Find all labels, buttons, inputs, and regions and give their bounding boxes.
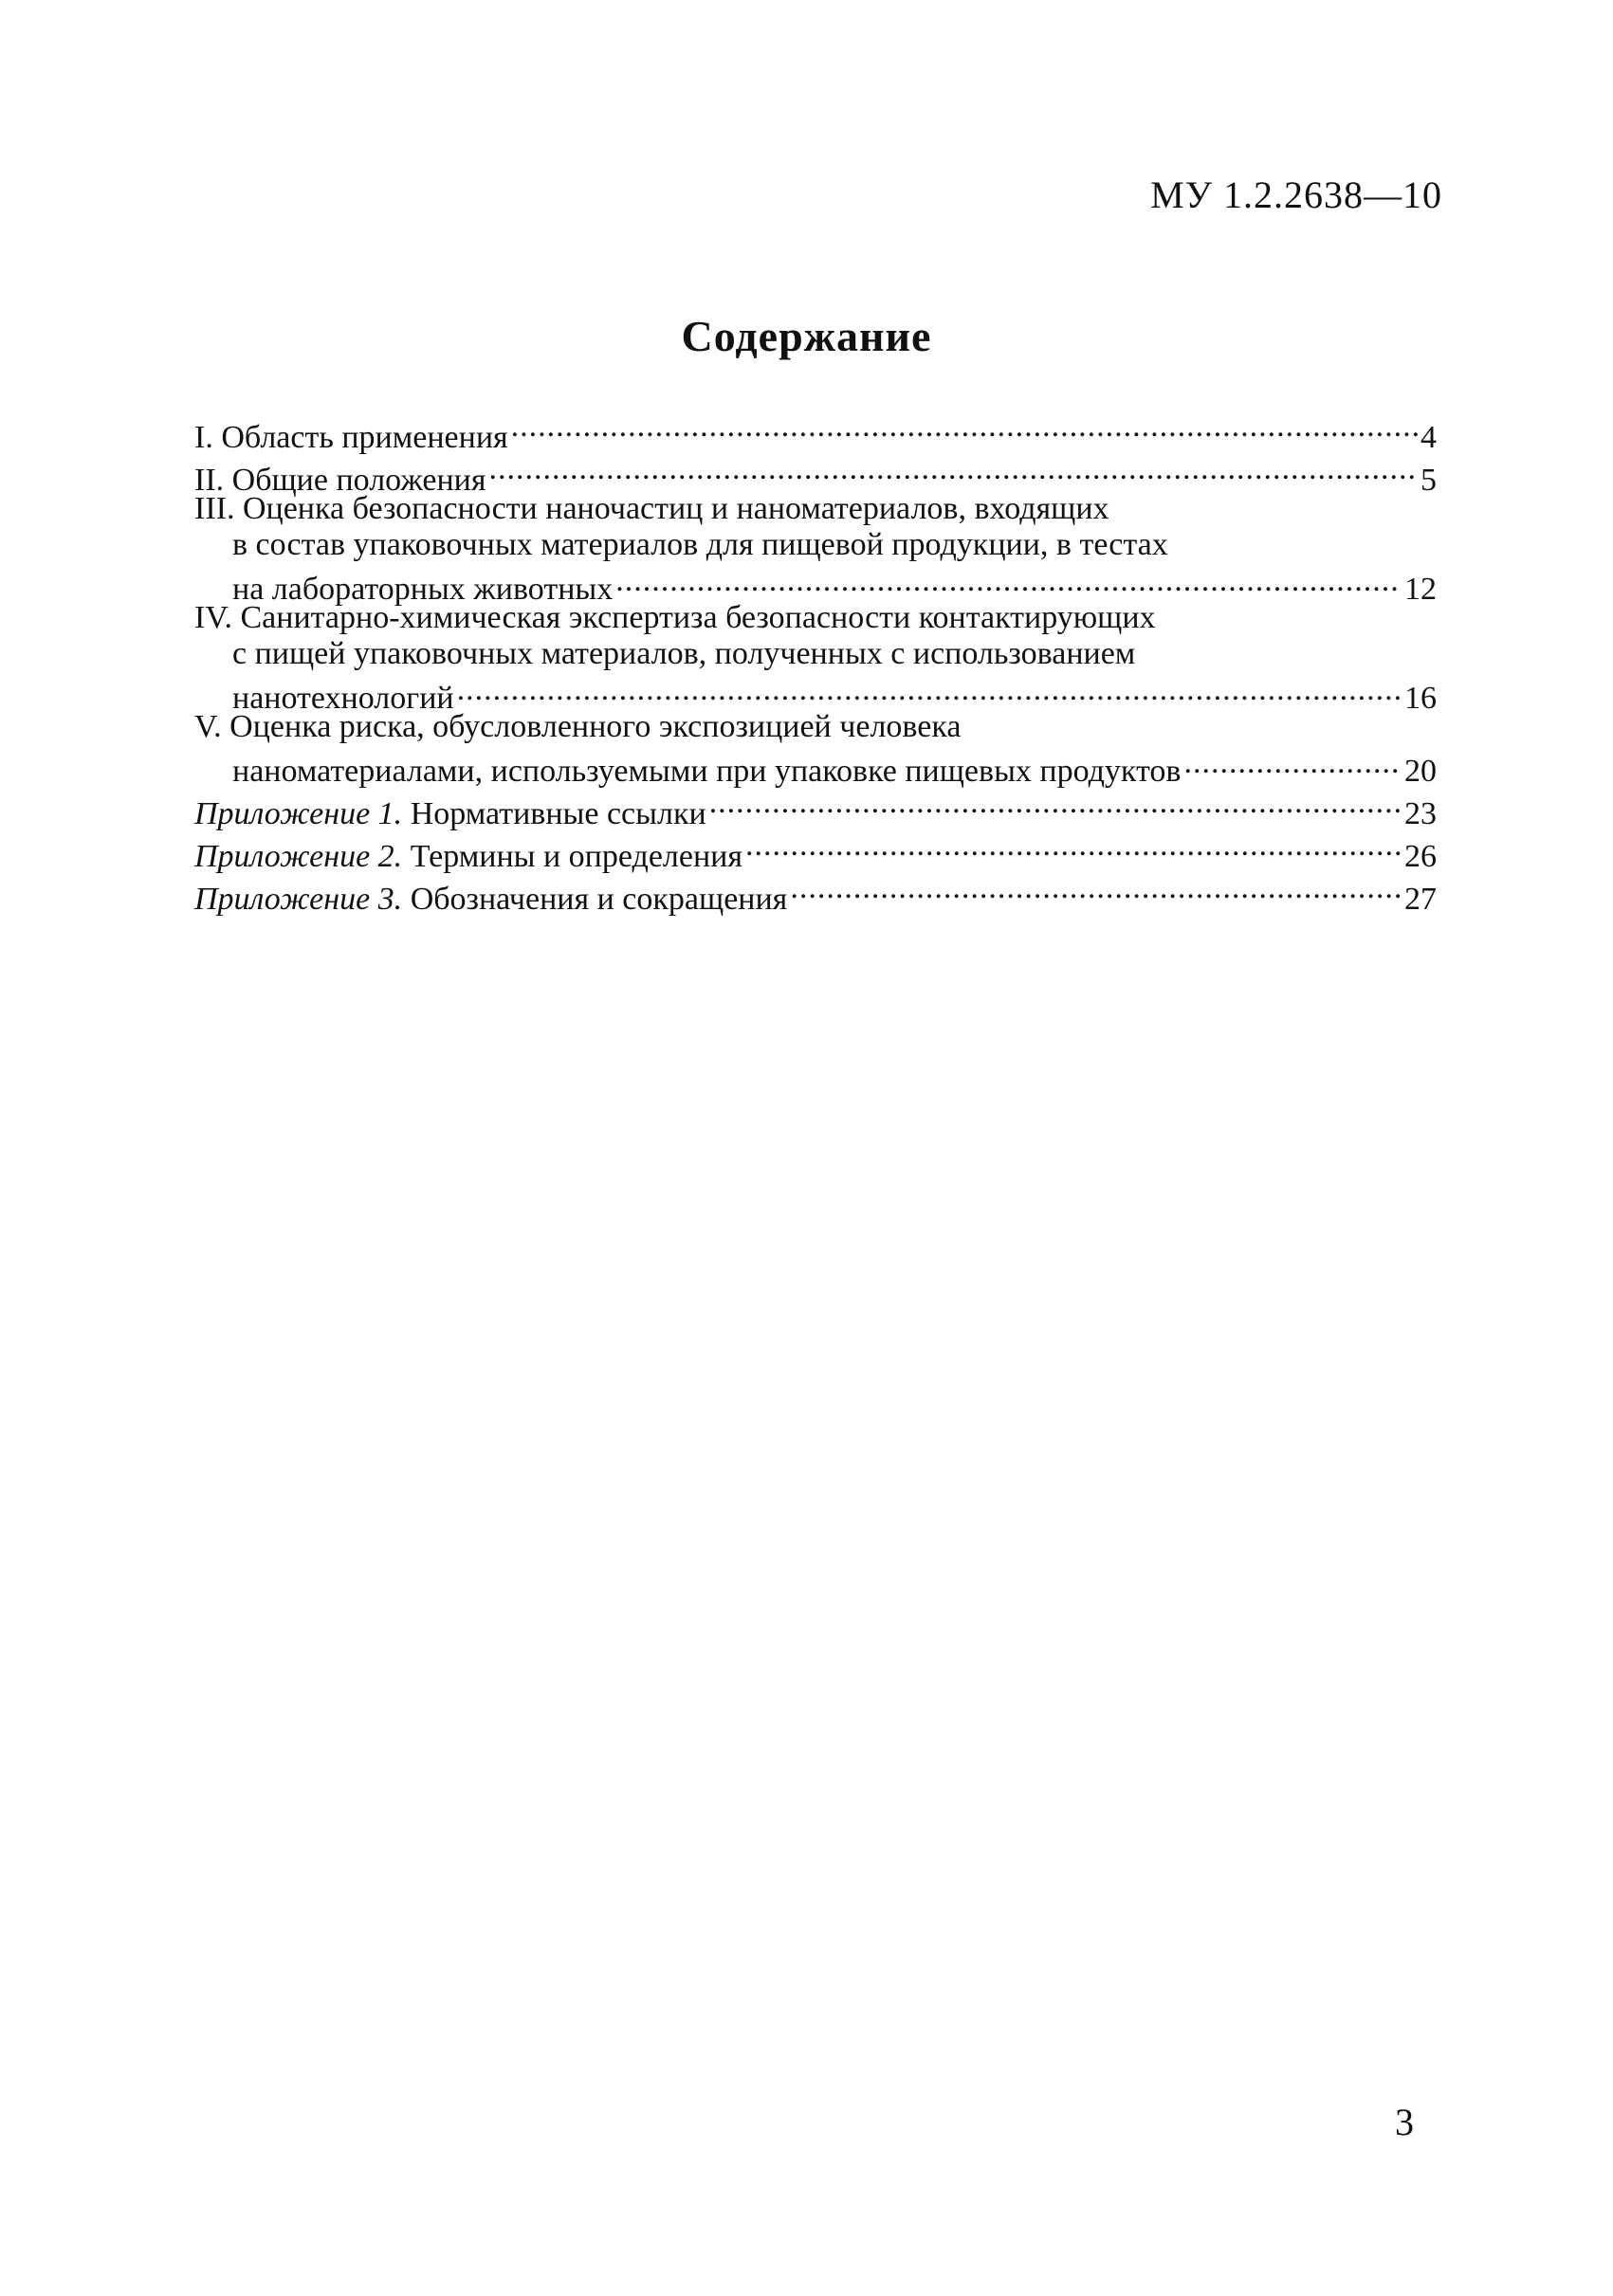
appendix-label: Приложение 3. xyxy=(194,882,403,917)
table-of-contents xyxy=(194,406,1437,917)
toc-entry-title: III. Оценка безопасности наночастиц и наноматериалов, входящих xyxy=(194,491,1109,526)
toc-entry-title: IV. Санитарно-химическая экспертиза безопасности контактирующих xyxy=(194,600,1156,635)
toc-page-number: 26 xyxy=(1404,839,1437,874)
toc-page-number: 20 xyxy=(1404,754,1437,789)
page-title: Содержание xyxy=(681,312,932,360)
toc-page-number: 23 xyxy=(1404,796,1437,831)
toc-page-number: 4 xyxy=(1421,420,1437,455)
toc-leader-dots xyxy=(790,867,1402,909)
toc-entry-title xyxy=(194,836,742,878)
toc-page-number: 12 xyxy=(1404,572,1437,607)
toc-entry-4[interactable] xyxy=(194,600,1437,716)
page-number: 3 xyxy=(1395,2101,1414,2143)
toc-leader-dots xyxy=(745,825,1402,866)
appendix-label: Приложение 1. xyxy=(194,796,403,831)
toc-entry-title xyxy=(194,793,706,835)
toc-leader-dots xyxy=(457,672,1402,708)
toc-entry-3[interactable] xyxy=(194,491,1437,607)
toc-entry-title-continued: на лабораторных животных xyxy=(232,572,614,607)
toc-entry-5[interactable] xyxy=(194,709,1437,789)
toc-page-number: 27 xyxy=(1404,882,1437,917)
toc-entry-title-continued: с пищей упаковочных материалов, полученных с использованием xyxy=(232,636,1136,671)
document-code: МУ 1.2.2638—10 xyxy=(1150,173,1442,216)
appendix-title: Нормативные ссылки xyxy=(410,796,706,831)
toc-page-number: 16 xyxy=(1404,681,1437,716)
toc-leader-dots xyxy=(489,448,1419,490)
toc-entry-title: V. Оценка риска, обусловленного экспозицией человека xyxy=(194,709,962,744)
toc-entry-title-continued: нанотехнологий xyxy=(232,681,454,716)
toc-leader-dots xyxy=(1183,745,1402,781)
toc-page-number: 5 xyxy=(1421,463,1437,498)
appendix-title: Обозначения и сокращения xyxy=(410,882,788,917)
toc-leader-dots xyxy=(709,782,1402,824)
toc-entry-title-continued: в состав упаковочных материалов для пищевой продукции, в тестах xyxy=(232,527,1168,562)
toc-entry-title-continued: наноматериалами, используемыми при упаковке пищевых продуктов xyxy=(232,754,1182,789)
appendix-label: Приложение 2. xyxy=(194,839,403,874)
toc-leader-dots xyxy=(511,406,1418,447)
toc-entry-1[interactable] xyxy=(194,406,1437,455)
toc-entry-title xyxy=(194,879,787,920)
toc-entry-title: I. Область применения xyxy=(194,420,508,455)
toc-entry-title: II. Общие положения xyxy=(194,463,486,498)
toc-leader-dots xyxy=(615,563,1402,599)
appendix-title: Термины и определения xyxy=(410,839,742,874)
